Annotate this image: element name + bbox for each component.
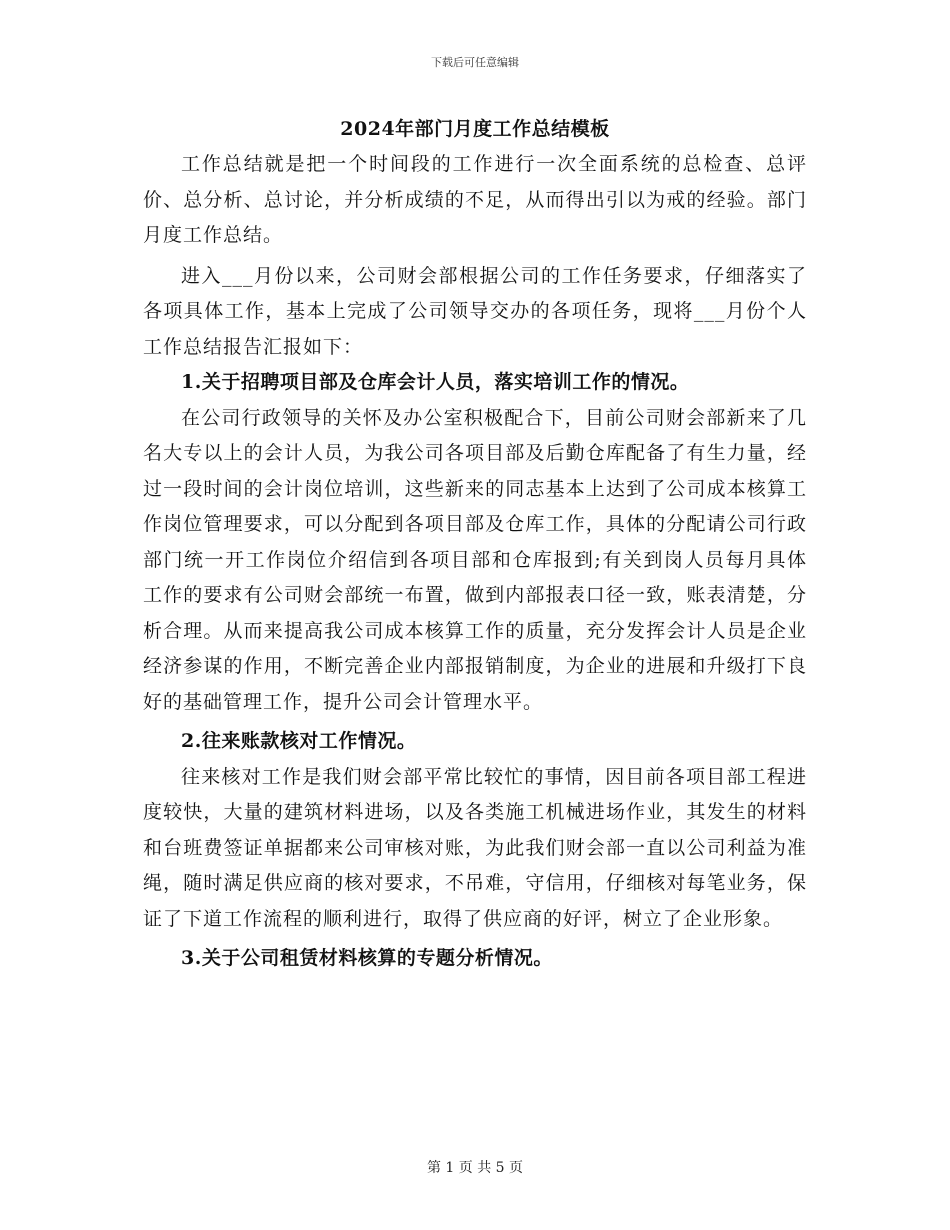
section-heading-3: 3.关于公司租赁材料核算的专题分析情况。: [181, 947, 553, 969]
section-2-paragraph: 往来核对工作是我们财会部平常比较忙的事情，因目前各项目部工程进度较快，大量的建筑材料进场，以及各类施工机械进场作业，其发生的材料和台班费签证单据都来公司审核对账，为此我们财会部一直以公司利益为准绳，随时满足供应商的核对要求，不吊难，守信用，仔细核对每笔业务，保证了下道工作流程的顺利进行，取得了供应商的好评，树立了企业形象。: [143, 765, 807, 930]
header-note: 下载后可任意编辑: [431, 56, 519, 69]
section-1-paragraph: 在公司行政领导的关怀及办公室积极配合下，目前公司财会部新来了几名大专以上的会计人员，为我公司各项目部及后勤仓库配备了有生力量，经过一段时间的会计岗位培训，这些新来的同志基本上达到了公司成本核算工作岗位管理要求，可以分配到各项目部及仓库工作，具体的分配请公司行政部门统一开工作岗位介绍信到各项目部和仓库报到;有关到岗人员每月具体工作的要求有公司财会部统一布置，做到内部报表口径一致，账表清楚，分析合理。从而来提高我公司成本核算工作的质量，充分发挥会计人员是企业经济参谋的作用，不断完善企业内部报销制度，为企业的进展和升级打下良好的基础管理工作，提升公司会计管理水平。: [143, 406, 807, 713]
intro-paragraph: 工作总结就是把一个时间段的工作进行一次全面系统的总检查、总评价、总分析、总讨论，并分析成绩的不足，从而得出引以为戒的经验。部门月度工作总结。: [143, 153, 807, 246]
document-title: 2024年部门月度工作总结模板: [340, 118, 610, 140]
document-body: [143, 147, 807, 977]
section-heading-1: 1.关于招聘项目部及仓库会计人员，落实培训工作的情况。: [181, 371, 690, 393]
section-heading-2: 2.往来账款核对工作情况。: [181, 730, 417, 752]
summary-paragraph: 进入___月份以来，公司财会部根据公司的工作任务要求，仔细落实了各项具体工作，基本上完成了公司领导交办的各项任务，现将___月份个人工作总结报告汇报如下：: [143, 264, 807, 358]
page-number: 第 1 页 共 5 页: [426, 1160, 524, 1176]
